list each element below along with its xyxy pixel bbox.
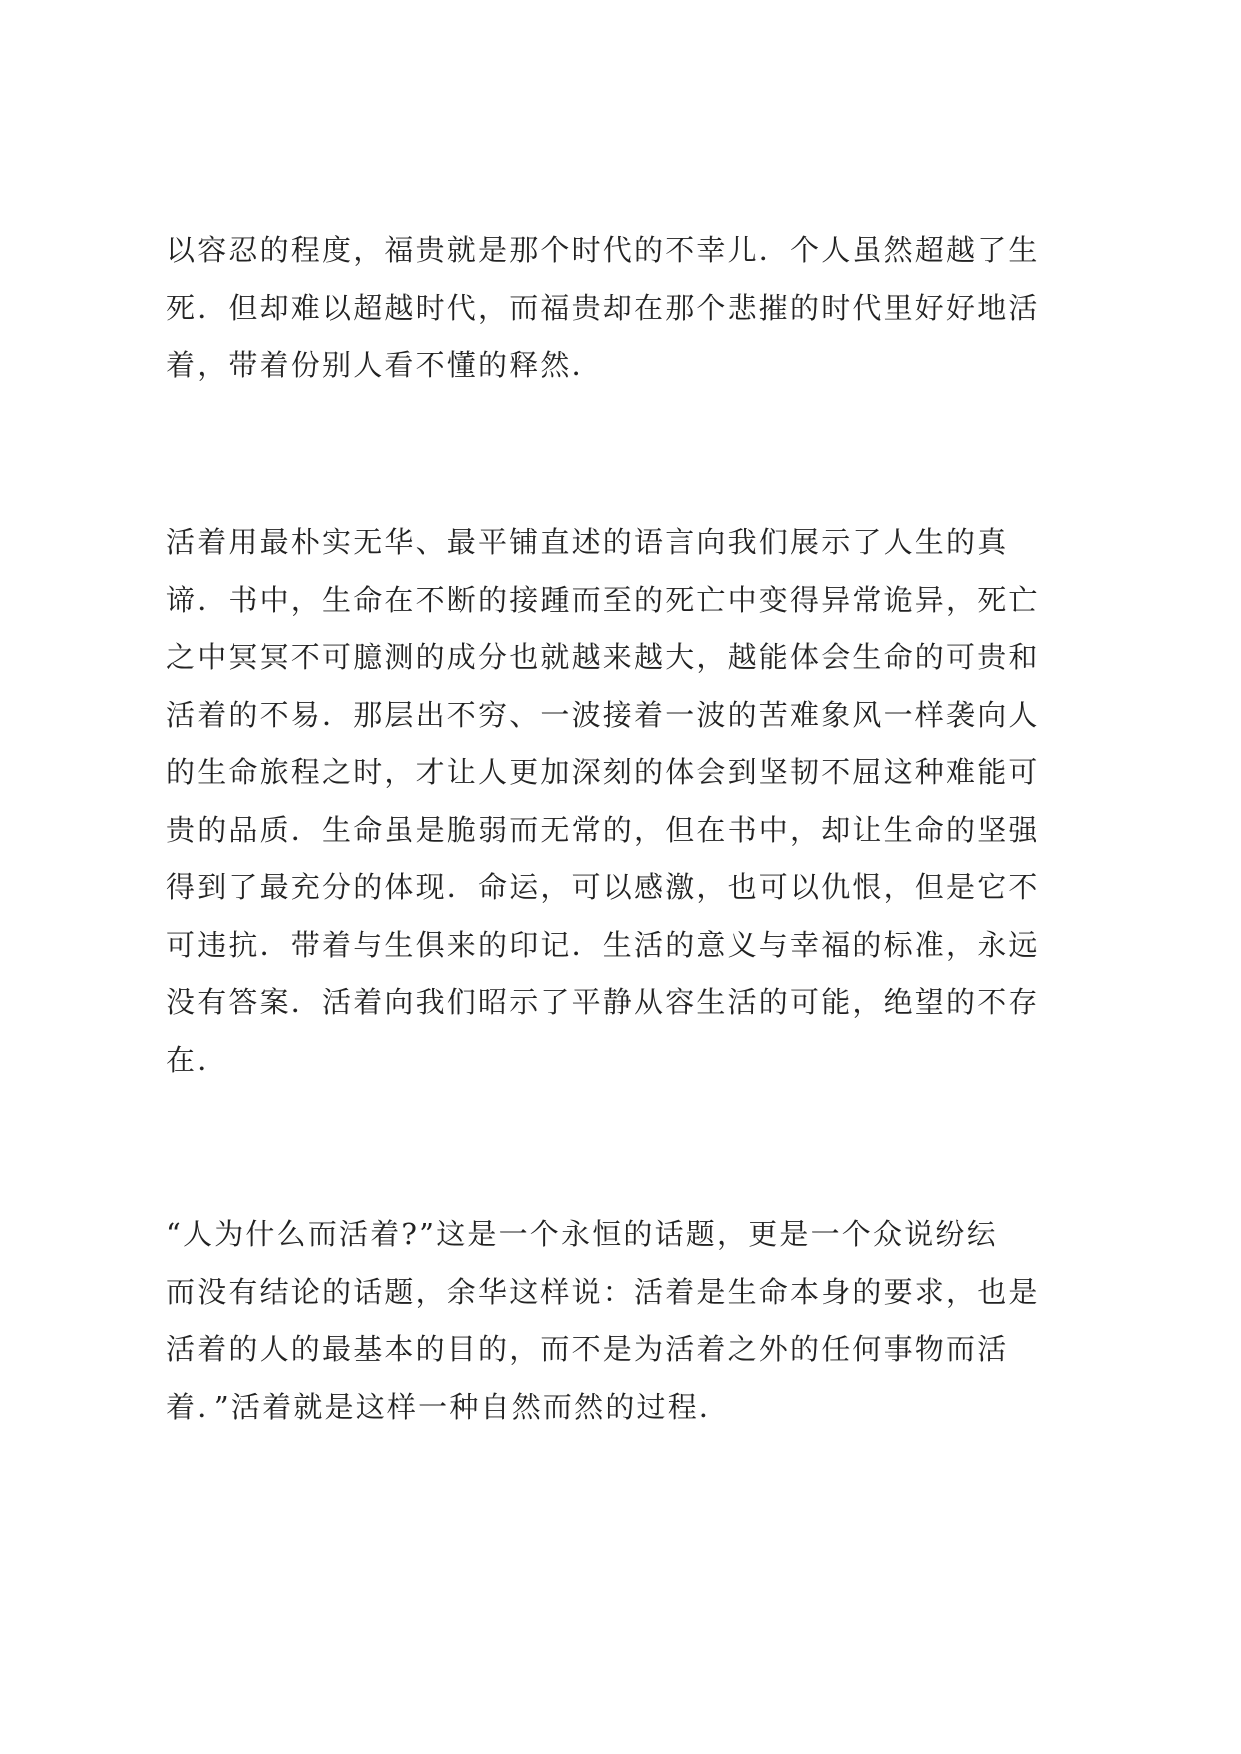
document-body bbox=[166, 222, 1090, 1436]
paragraph-line: 在． bbox=[166, 1042, 229, 1077]
paragraph-line: 活着的不易．那层出不穷、一波接着一波的苦难象风一样袭向人 bbox=[166, 697, 1040, 732]
paragraph-1 bbox=[166, 222, 1090, 394]
paragraph-line: 的生命旅程之时，才让人更加深刻的体会到坚韧不屈这种难能可 bbox=[166, 755, 1040, 789]
paragraph-line: 死．但却难以超越时代，而福贵却在那个悲摧的时代里好好地活 bbox=[166, 290, 1040, 325]
paragraph-line: 而没有结论的话题，余华这样说：活着是生命本身的要求，也是 bbox=[166, 1274, 1040, 1309]
paragraph-spacer bbox=[166, 394, 1090, 514]
paragraph-line: 以容忍的程度，福贵就是那个时代的不幸儿．个人虽然超越了生 bbox=[166, 233, 1040, 267]
paragraph-line: 得到了最充分的体现．命运，可以感激，也可以仇恨，但是它不 bbox=[166, 870, 1040, 904]
paragraph-line: 着．”活着就是这样一种自然而然的过程． bbox=[166, 1389, 731, 1424]
paragraph-line: 没有答案．活着向我们昭示了平静从容生活的可能，绝望的不存 bbox=[166, 985, 1040, 1019]
paragraph-line: 之中冥冥不可臆测的成分也就越来越大，越能体会生命的可贵和 bbox=[166, 640, 1040, 674]
paragraph-spacer bbox=[166, 1084, 1090, 1206]
paragraph-3 bbox=[166, 1206, 1090, 1436]
paragraph-line: 活着的人的最基本的目的，而不是为活着之外的任何事物而活 bbox=[166, 1332, 1009, 1366]
paragraph-line: “人为什么而活着?”这是一个永恒的话题，更是一个众说纷纭 bbox=[166, 1217, 998, 1251]
paragraph-line: 谛．书中，生命在不断的接踵而至的死亡中变得异常诡异，死亡 bbox=[166, 582, 1040, 617]
paragraph-2 bbox=[166, 514, 1090, 1084]
paragraph-line: 可违抗．带着与生俱来的印记．生活的意义与幸福的标准，永远 bbox=[166, 927, 1040, 962]
paragraph-line: 贵的品质．生命虽是脆弱而无常的，但在书中，却让生命的坚强 bbox=[166, 812, 1040, 847]
paragraph-line: 着，带着份别人看不懂的释然． bbox=[166, 348, 603, 382]
paragraph-line: 活着用最朴实无华、最平铺直述的语言向我们展示了人生的真 bbox=[166, 525, 1009, 559]
